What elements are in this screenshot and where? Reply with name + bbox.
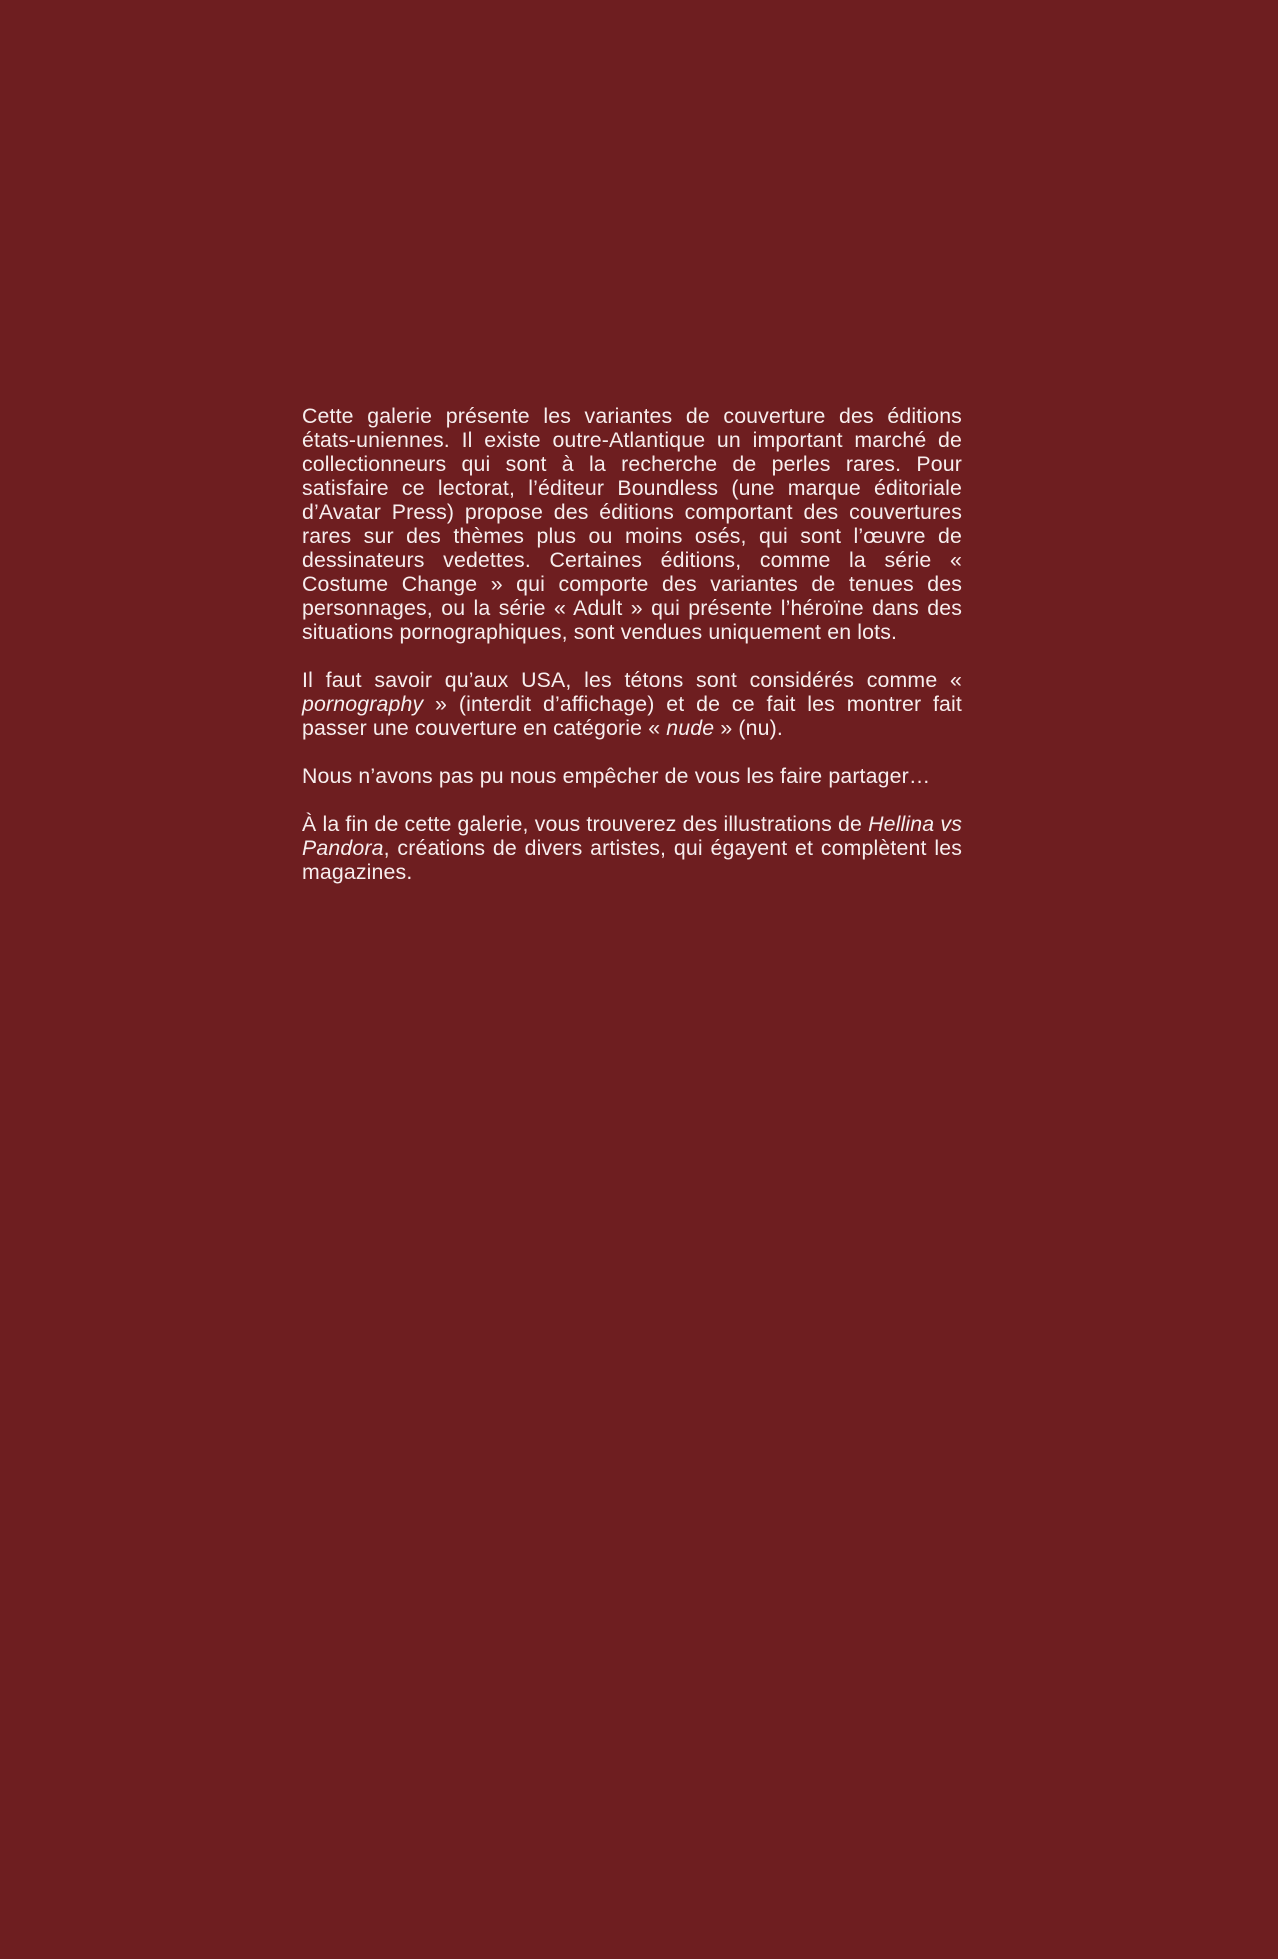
paragraph-usa-note xyxy=(302,668,962,740)
paragraph-gallery-intro xyxy=(302,404,962,644)
paragraph-sharing-text: Nous n’avons pas pu nous empêcher de vous les faire partager… xyxy=(302,764,931,788)
paragraph-illustrations-text-1: À la fin de cette galerie, vous trouverez des illustrations de xyxy=(302,812,869,836)
paragraph-sharing xyxy=(302,764,962,788)
paragraph-gallery-intro-text: Cette galerie présente les variantes de couverture des éditions états-uniennes. Il existe outre-Atlantique un important marché de collectionneurs qui sont à la recherche de perles rares. Pour satisfaire ce lectorat, l’éditeur Boundless (une marque éditoriale d’Avatar Press) propose des éditions comportant des couvertures rares sur des thèmes plus ou moins osés, qui sont l’œuvre de dessinateurs vedettes. Certaines éditions, comme la série « Costume Change » qui comporte des variantes de tenues des personnages, ou la série « Adult » qui présente l’héroïne dans des situations pornographiques, sont vendues uniquement en lots. xyxy=(302,404,962,644)
paragraph-usa-note-text-1: Il faut savoir qu’aux USA, les tétons sont considérés comme « xyxy=(302,668,962,692)
paragraph-usa-note-text-3: » (nu). xyxy=(714,716,783,740)
paragraph-usa-note-italic-pornography: pornography xyxy=(302,692,424,716)
paragraph-illustrations xyxy=(302,812,962,884)
paragraph-usa-note-italic-nude: nude xyxy=(666,716,715,740)
text-block xyxy=(302,404,962,884)
paragraph-illustrations-text-2: , créations de divers artistes, qui égayent et complètent les magazines. xyxy=(302,836,962,884)
paragraph-illustrations-italic-title: Hellina vs Pandora xyxy=(302,812,962,860)
paragraph-usa-note-text-2: » (interdit d’affichage) et de ce fait les montrer fait passer une couverture en catégorie « xyxy=(302,692,962,740)
